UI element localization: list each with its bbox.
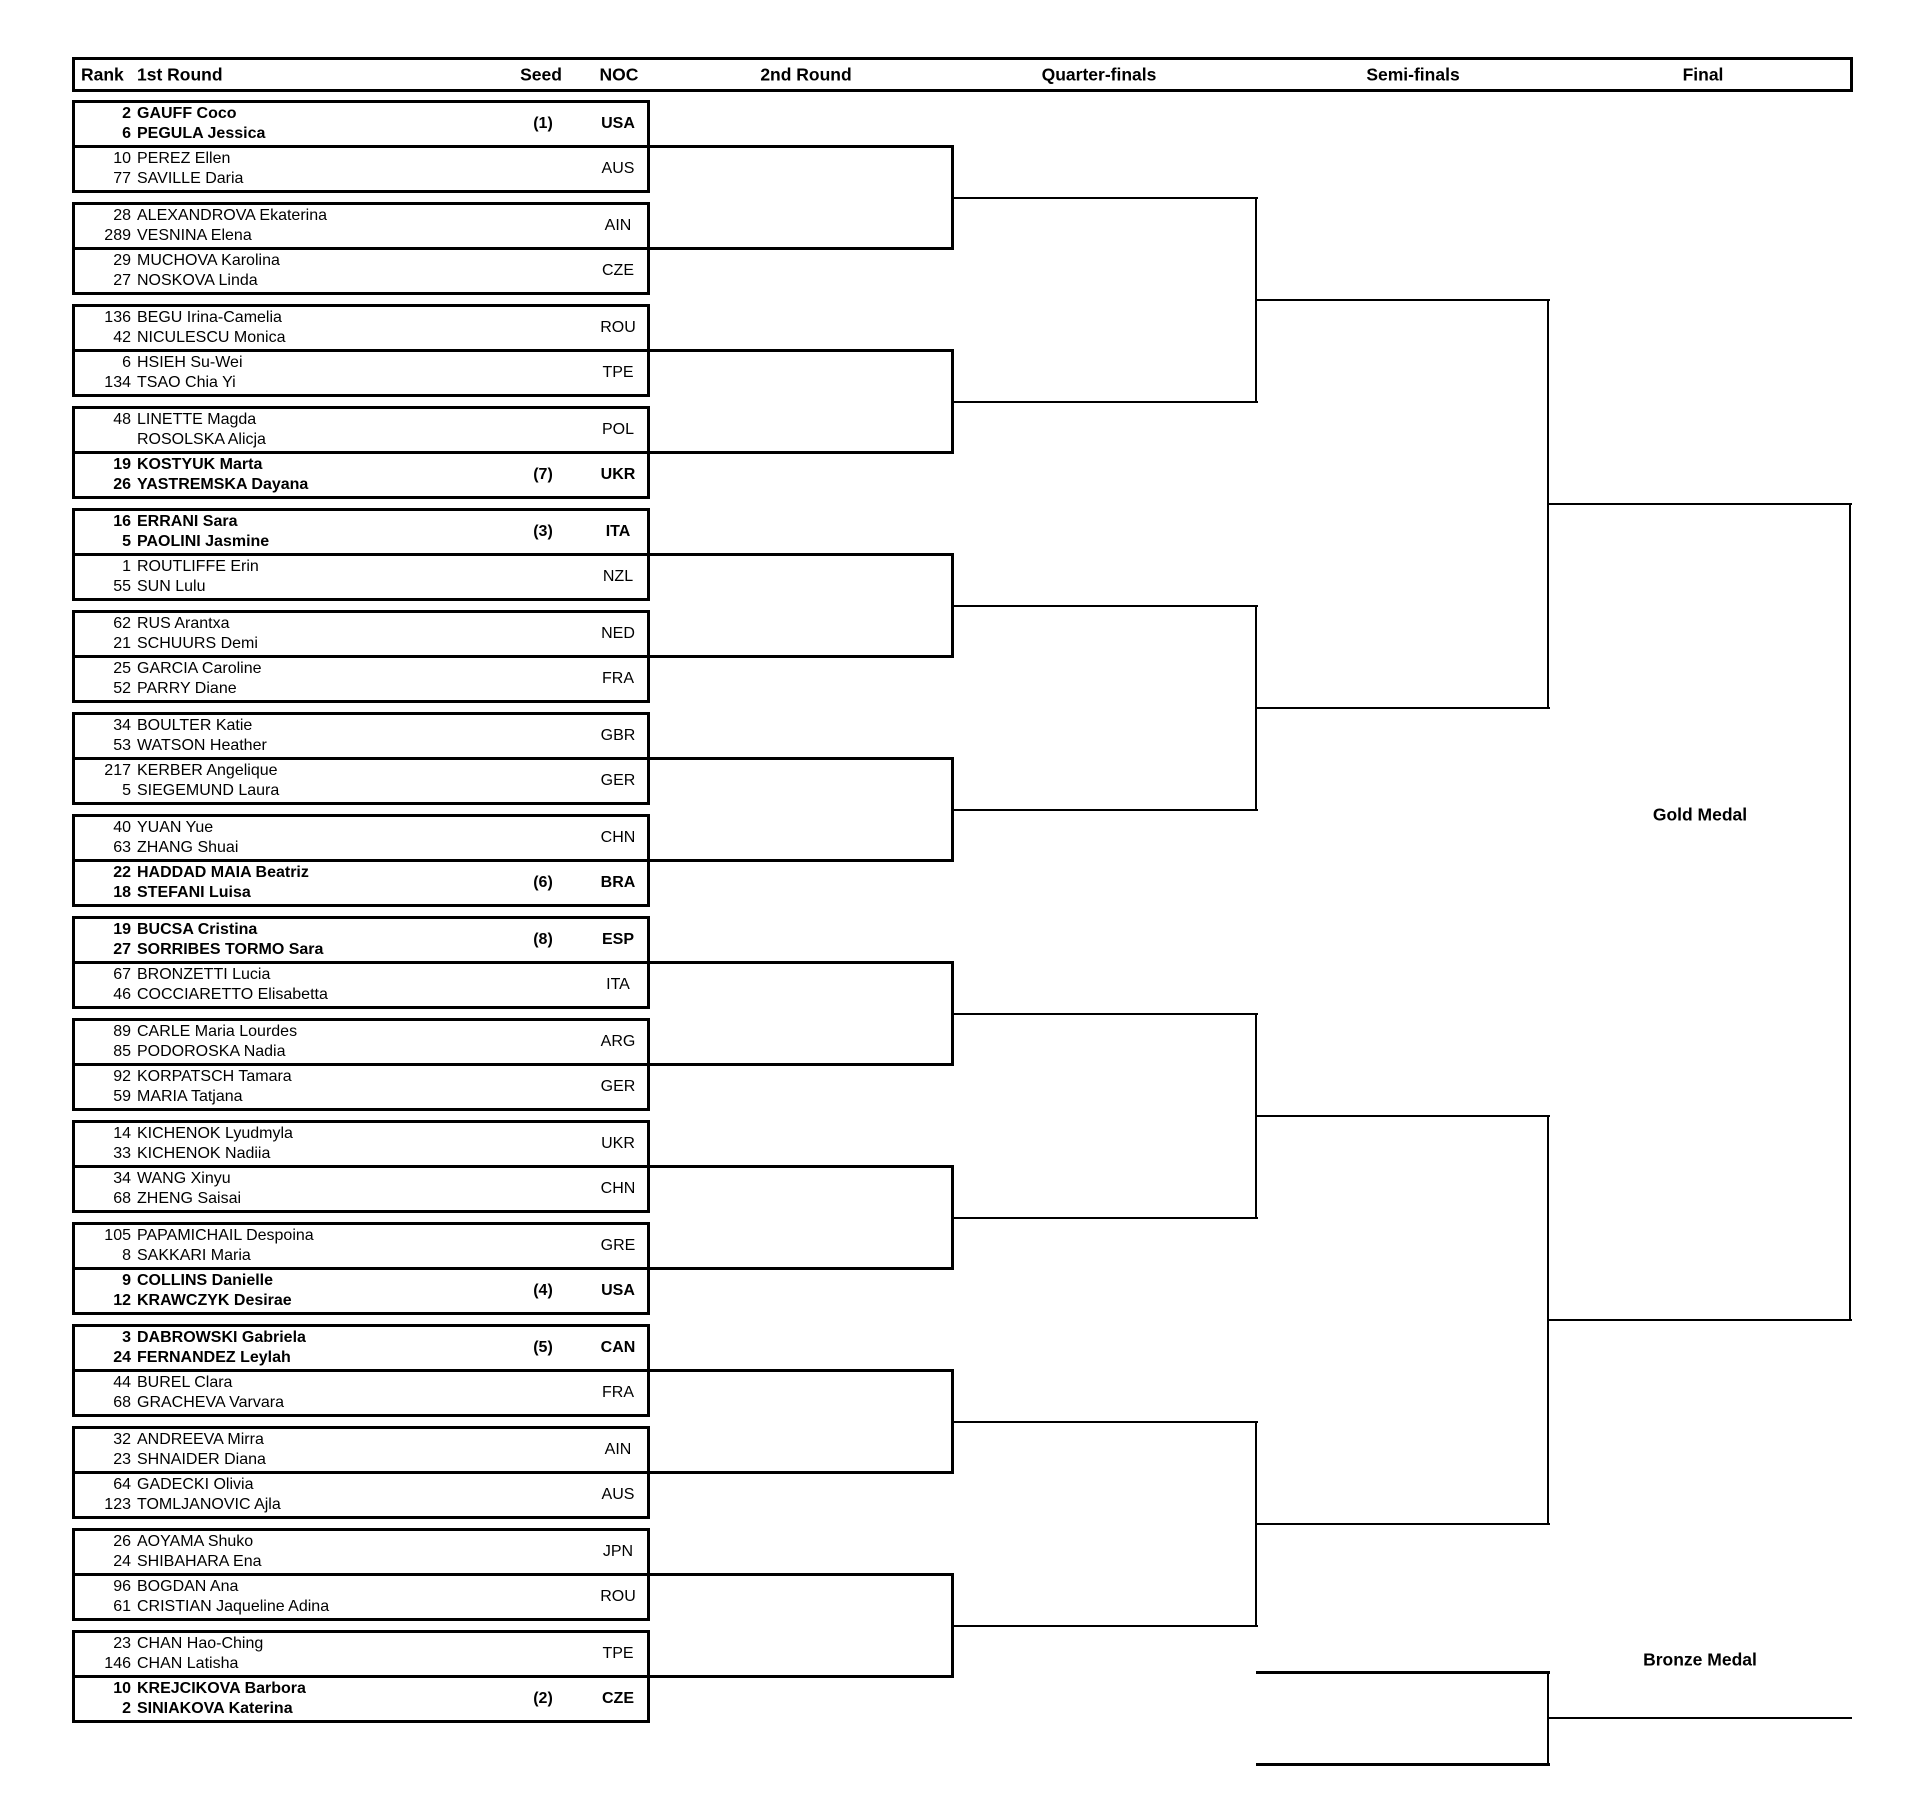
player1-name: HADDAD MAIA Beatriz [137, 864, 309, 881]
player1-rank: 28 [113, 207, 131, 224]
player2-line [75, 1246, 647, 1266]
player2-name: NOSKOVA Linda [137, 272, 258, 289]
noc-code: CHN [600, 1180, 636, 1197]
player1-line [75, 206, 647, 226]
header-col-seed: Seed [520, 64, 562, 84]
team-box [72, 1426, 650, 1474]
player1-line [75, 1169, 647, 1189]
player2-rank: 53 [113, 737, 131, 754]
player1-rank: 64 [113, 1476, 131, 1493]
player2-name: SCHUURS Demi [137, 635, 258, 652]
player2-name: SHNAIDER Diana [137, 1451, 266, 1468]
team-box [72, 145, 650, 193]
player2-name: CHAN Latisha [137, 1655, 239, 1672]
player2-name: GRACHEVA Varvara [137, 1394, 285, 1411]
player2-name: STEFANI Luisa [137, 884, 251, 901]
player2-name: WATSON Heather [137, 737, 267, 754]
player2-rank: 61 [113, 1598, 131, 1615]
player1-rank: 92 [113, 1068, 131, 1085]
player1-line [75, 659, 647, 679]
player2-line [75, 169, 647, 189]
bracket-line [650, 757, 954, 760]
noc-code: GER [600, 772, 636, 789]
player1-rank: 26 [113, 1533, 131, 1550]
player2-line [75, 1597, 647, 1617]
bracket-line [952, 809, 1258, 811]
player1-rank: 23 [113, 1635, 131, 1652]
player2-name: YASTREMSKA Dayana [137, 476, 309, 493]
header-col-noc: NOC [599, 64, 639, 84]
player2-line [75, 226, 647, 246]
player2-line [75, 271, 647, 291]
gold-medal-label: Gold Medal [1652, 804, 1748, 825]
bracket-line [1256, 1671, 1550, 1674]
player1-line [75, 1022, 647, 1042]
team-box [72, 1222, 650, 1270]
team-box [72, 1267, 650, 1315]
header-col-rank: Rank [81, 64, 124, 84]
header-col-2nd-round: 2nd Round [760, 64, 852, 84]
player2-line [75, 781, 647, 801]
player1-name: ALEXANDROVA Ekaterina [137, 207, 328, 224]
player2-line [75, 328, 647, 348]
bracket-line [650, 1369, 954, 1372]
header-col-quarter-finals: Quarter-finals [1041, 64, 1157, 84]
player1-name: MUCHOVA Karolina [137, 252, 280, 269]
player2-line [75, 1552, 647, 1572]
team-box [72, 1063, 650, 1111]
player2-rank: 33 [113, 1145, 131, 1162]
bracket-line [650, 553, 954, 556]
player2-line [75, 1087, 647, 1107]
player1-line [75, 1373, 647, 1393]
player1-name: PEREZ Ellen [137, 150, 231, 167]
player1-name: BUCSA Cristina [137, 921, 258, 938]
team-box [72, 1630, 650, 1678]
player1-line [75, 353, 647, 373]
player1-name: LINETTE Magda [137, 411, 257, 428]
bracket-line [952, 1625, 1258, 1627]
team-box [72, 814, 650, 862]
player2-name: PODOROSKA Nadia [137, 1043, 286, 1060]
player1-line [75, 761, 647, 781]
player1-line [75, 1577, 647, 1597]
player1-name: BOULTER Katie [137, 717, 253, 734]
header-col-semi-finals: Semi-finals [1366, 64, 1460, 84]
player1-line [75, 1532, 647, 1552]
player1-line [75, 716, 647, 736]
player2-rank: 24 [113, 1553, 131, 1570]
player1-line [75, 1430, 647, 1450]
bracket-line [650, 1573, 954, 1576]
team-box [72, 1324, 650, 1372]
team-box [72, 202, 650, 250]
player1-rank: 19 [113, 921, 131, 938]
bracket-line [650, 1675, 954, 1678]
noc-code: AIN [604, 217, 632, 234]
bracket-line [650, 247, 954, 250]
player1-rank: 16 [113, 513, 131, 530]
bracket-line [1548, 1717, 1852, 1719]
player1-name: RUS Arantxa [137, 615, 230, 632]
player1-rank: 10 [113, 1680, 131, 1697]
noc-code: AIN [604, 1441, 632, 1458]
team-box [72, 1369, 650, 1417]
noc-code: TPE [602, 364, 634, 381]
player1-line [75, 410, 647, 430]
player2-name: ZHENG Saisai [137, 1190, 242, 1207]
bracket-line [650, 451, 954, 454]
player2-line [75, 577, 647, 597]
player2-rank: 21 [113, 635, 131, 652]
player2-rank: 12 [113, 1292, 131, 1309]
player2-rank: 52 [113, 680, 131, 697]
player1-name: BEGU Irina-Camelia [137, 309, 282, 326]
player1-name: CARLE Maria Lourdes [137, 1023, 298, 1040]
bracket-line [650, 859, 954, 862]
player2-rank: 134 [104, 374, 131, 391]
bracket-line [650, 961, 954, 964]
player1-rank: 67 [113, 966, 131, 983]
seed-label: (1) [533, 115, 553, 132]
noc-code: UKR [601, 1135, 635, 1152]
player2-rank: 146 [104, 1655, 131, 1672]
player2-rank [75, 430, 137, 450]
seed-label: (6) [533, 874, 553, 891]
bracket-line [650, 349, 954, 352]
bracket-line [1256, 1763, 1550, 1766]
team-box [72, 553, 650, 601]
team-box [72, 1573, 650, 1621]
player2-name: SINIAKOVA Katerina [137, 1700, 293, 1717]
player1-name: AOYAMA Shuko [137, 1533, 254, 1550]
bracket-line [1256, 299, 1550, 301]
team-box [72, 451, 650, 499]
team-box [72, 757, 650, 805]
noc-code: UKR [600, 466, 636, 483]
player2-rank: 42 [113, 329, 131, 346]
player1-name: HSIEH Su-Wei [137, 354, 243, 371]
bracket-line [1849, 503, 1851, 1321]
team-box [72, 247, 650, 295]
team-box [72, 508, 650, 556]
player1-name: COLLINS Danielle [137, 1272, 274, 1289]
noc-code: CHN [600, 829, 636, 846]
player2-line [75, 736, 647, 756]
player2-line [75, 838, 647, 858]
player1-rank: 217 [104, 762, 131, 779]
bracket-line [1548, 503, 1852, 505]
player2-line [75, 1189, 647, 1209]
player1-rank: 10 [113, 150, 131, 167]
player2-rank: 8 [122, 1247, 131, 1264]
player2-rank: 85 [113, 1043, 131, 1060]
player1-rank: 2 [122, 105, 131, 122]
team-box [72, 406, 650, 454]
player2-rank: 2 [122, 1700, 131, 1717]
player1-name: ERRANI Sara [137, 513, 238, 530]
player2-line [75, 373, 647, 393]
player1-rank: 3 [122, 1329, 131, 1346]
team-box [72, 610, 650, 658]
player2-name: SAKKARI Maria [137, 1247, 251, 1264]
player1-rank: 32 [113, 1431, 131, 1448]
player2-name: ZHANG Shuai [137, 839, 239, 856]
player2-name: SIEGEMUND Laura [137, 782, 280, 799]
noc-code: FRA [602, 1384, 634, 1401]
player1-line [75, 818, 647, 838]
bracket-line [952, 1013, 1258, 1015]
team-box [72, 1471, 650, 1519]
noc-code: AUS [601, 160, 635, 177]
player2-rank: 27 [113, 272, 131, 289]
player1-rank: 14 [113, 1125, 131, 1142]
seed-label: (3) [533, 523, 553, 540]
noc-code: GBR [600, 727, 636, 744]
player1-rank: 9 [122, 1272, 131, 1289]
player2-rank: 26 [113, 476, 131, 493]
player2-line [75, 679, 647, 699]
player2-rank: 123 [104, 1496, 131, 1513]
player2-line [75, 985, 647, 1005]
team-box [72, 304, 650, 352]
noc-code: ITA [606, 976, 630, 993]
player2-name: PEGULA Jessica [137, 125, 266, 142]
player1-name: BUREL Clara [137, 1374, 233, 1391]
bracket-line [650, 655, 954, 658]
player2-name: CRISTIAN Jaqueline Adina [137, 1598, 330, 1615]
noc-code: GER [600, 1078, 636, 1095]
header-col-1st-round: 1st Round [137, 64, 223, 84]
bracket-line [1548, 1319, 1852, 1321]
player1-rank: 44 [113, 1374, 131, 1391]
player2-rank: 77 [113, 170, 131, 187]
player1-name: KICHENOK Lyudmyla [137, 1125, 293, 1142]
player1-rank: 25 [113, 660, 131, 677]
player1-rank: 1 [122, 558, 131, 575]
player1-rank: 89 [113, 1023, 131, 1040]
player1-line [75, 614, 647, 634]
player1-name: BRONZETTI Lucia [137, 966, 271, 983]
noc-code: CZE [602, 1690, 634, 1707]
player1-line [75, 1634, 647, 1654]
noc-code: FRA [602, 670, 634, 687]
bracket-line [952, 605, 1258, 607]
player2-name: NICULESCU Monica [137, 329, 286, 346]
player2-line [75, 1450, 647, 1470]
player2-rank: 68 [113, 1190, 131, 1207]
player2-name: MARIA Tatjana [137, 1088, 243, 1105]
player2-name: PARRY Diane [137, 680, 237, 697]
team-box [72, 100, 650, 148]
player2-name: FERNANDEZ Leylah [137, 1349, 291, 1366]
team-box [72, 1165, 650, 1213]
bracket-line [650, 1267, 954, 1270]
player1-line [75, 965, 647, 985]
player1-rank: 29 [113, 252, 131, 269]
player2-name: SORRIBES TORMO Sara [137, 941, 324, 958]
seed-label: (8) [533, 931, 553, 948]
player1-name: DABROWSKI Gabriela [137, 1329, 306, 1346]
player2-rank: 46 [113, 986, 131, 1003]
bracket-line [1256, 1523, 1550, 1525]
player1-rank: 40 [113, 819, 131, 836]
player1-name: KERBER Angelique [137, 762, 278, 779]
bracket-line [650, 1063, 954, 1066]
player1-name: YUAN Yue [137, 819, 214, 836]
player2-name: KRAWCZYK Desirae [137, 1292, 292, 1309]
player2-rank: 5 [122, 782, 131, 799]
player2-name: SAVILLE Daria [137, 170, 244, 187]
noc-code: TPE [602, 1645, 634, 1662]
team-box [72, 1120, 650, 1168]
player2-name: COCCIARETTO Elisabetta [137, 986, 328, 1003]
noc-code: ARG [600, 1033, 636, 1050]
player1-line [75, 1226, 647, 1246]
player1-name: KORPATSCH Tamara [137, 1068, 292, 1085]
noc-code: USA [601, 1282, 635, 1299]
player1-name: GADECKI Olivia [137, 1476, 254, 1493]
player1-name: GARCIA Caroline [137, 660, 262, 677]
player1-line [75, 1067, 647, 1087]
player2-name: TOMLJANOVIC Ajla [137, 1496, 281, 1513]
player1-rank: 34 [113, 717, 131, 734]
player1-name: ANDREEVA Mirra [137, 1431, 264, 1448]
player2-name: SUN Lulu [137, 578, 206, 595]
team-box [72, 349, 650, 397]
noc-code: POL [601, 421, 634, 438]
noc-code: ROU [600, 319, 636, 336]
noc-code: GRE [600, 1237, 636, 1254]
player2-line [75, 1654, 647, 1674]
player2-rank: 18 [113, 884, 131, 901]
bracket-line [650, 1165, 954, 1168]
player2-name: ROSOLSKA Alicja [137, 431, 266, 448]
player1-line [75, 1475, 647, 1495]
noc-code: NZL [602, 568, 634, 585]
player1-name: BOGDAN Ana [137, 1578, 239, 1595]
noc-code: USA [601, 115, 635, 132]
noc-code: BRA [600, 874, 636, 891]
bracket-line [1256, 1115, 1550, 1117]
player1-rank: 19 [113, 456, 131, 473]
team-box [72, 859, 650, 907]
player1-rank: 96 [113, 1578, 131, 1595]
bracket-line [952, 1421, 1258, 1423]
player2-line [75, 1495, 647, 1515]
player1-rank: 62 [113, 615, 131, 632]
player2-name: SHIBAHARA Ena [137, 1553, 262, 1570]
bronze-medal-label: Bronze Medal [1643, 1649, 1757, 1670]
seed-label: (7) [533, 466, 553, 483]
noc-code: NED [601, 625, 635, 642]
player2-line [75, 1042, 647, 1062]
player2-line [75, 1144, 647, 1164]
player1-name: ROUTLIFFE Erin [137, 558, 259, 575]
player1-line [75, 557, 647, 577]
team-box [72, 1528, 650, 1576]
player2-name: PAOLINI Jasmine [137, 533, 270, 550]
player2-rank: 55 [113, 578, 131, 595]
player2-name: TSAO Chia Yi [137, 374, 236, 391]
team-box [72, 916, 650, 964]
team-box [72, 961, 650, 1009]
team-box [72, 1675, 650, 1723]
player1-rank: 105 [104, 1227, 131, 1244]
bracket-line [650, 145, 954, 148]
team-box [72, 1018, 650, 1066]
player2-rank: 289 [104, 227, 131, 244]
player1-name: GAUFF Coco [137, 105, 237, 122]
player2-name: VESNINA Elena [137, 227, 252, 244]
noc-code: ESP [601, 931, 634, 948]
player2-rank: 68 [113, 1394, 131, 1411]
player1-rank: 6 [122, 354, 131, 371]
seed-label: (4) [533, 1282, 553, 1299]
player1-name: PAPAMICHAIL Despoina [137, 1227, 314, 1244]
player1-name: KREJCIKOVA Barbora [137, 1680, 306, 1697]
seed-label: (2) [533, 1690, 553, 1707]
player2-rank: 27 [113, 941, 131, 958]
player1-line [75, 149, 647, 169]
player1-line [75, 308, 647, 328]
player1-line [75, 251, 647, 271]
player1-rank: 22 [113, 864, 131, 881]
player1-name: KOSTYUK Marta [137, 456, 263, 473]
player2-line [75, 634, 647, 654]
bracket-line [650, 1471, 954, 1474]
column-header-bar [72, 57, 1853, 92]
team-box [72, 712, 650, 760]
bracket-line [952, 197, 1258, 199]
bracket-line [952, 401, 1258, 403]
team-box [72, 655, 650, 703]
player1-line [75, 1124, 647, 1144]
player1-rank: 34 [113, 1170, 131, 1187]
player2-line [75, 1393, 647, 1413]
player2-name: KICHENOK Nadiia [137, 1145, 271, 1162]
noc-code: CAN [600, 1339, 636, 1356]
player2-rank: 24 [113, 1349, 131, 1366]
player2-rank: 23 [113, 1451, 131, 1468]
player2-rank: 59 [113, 1088, 131, 1105]
header-col-final: Final [1682, 64, 1724, 84]
bracket-line [1256, 707, 1550, 709]
player2-rank: 5 [122, 533, 131, 550]
noc-code: CZE [602, 262, 634, 279]
player1-name: WANG Xinyu [137, 1170, 231, 1187]
player2-rank: 6 [122, 125, 131, 142]
noc-code: JPN [602, 1543, 634, 1560]
bracket-line [952, 1217, 1258, 1219]
player2-rank: 63 [113, 839, 131, 856]
noc-code: AUS [601, 1486, 635, 1503]
player2-line [75, 430, 647, 450]
seed-label: (5) [533, 1339, 553, 1356]
player1-rank: 136 [104, 309, 131, 326]
player1-rank: 48 [113, 411, 131, 428]
noc-code: ROU [600, 1588, 636, 1605]
player1-name: CHAN Hao-Ching [137, 1635, 264, 1652]
noc-code: ITA [605, 523, 631, 540]
